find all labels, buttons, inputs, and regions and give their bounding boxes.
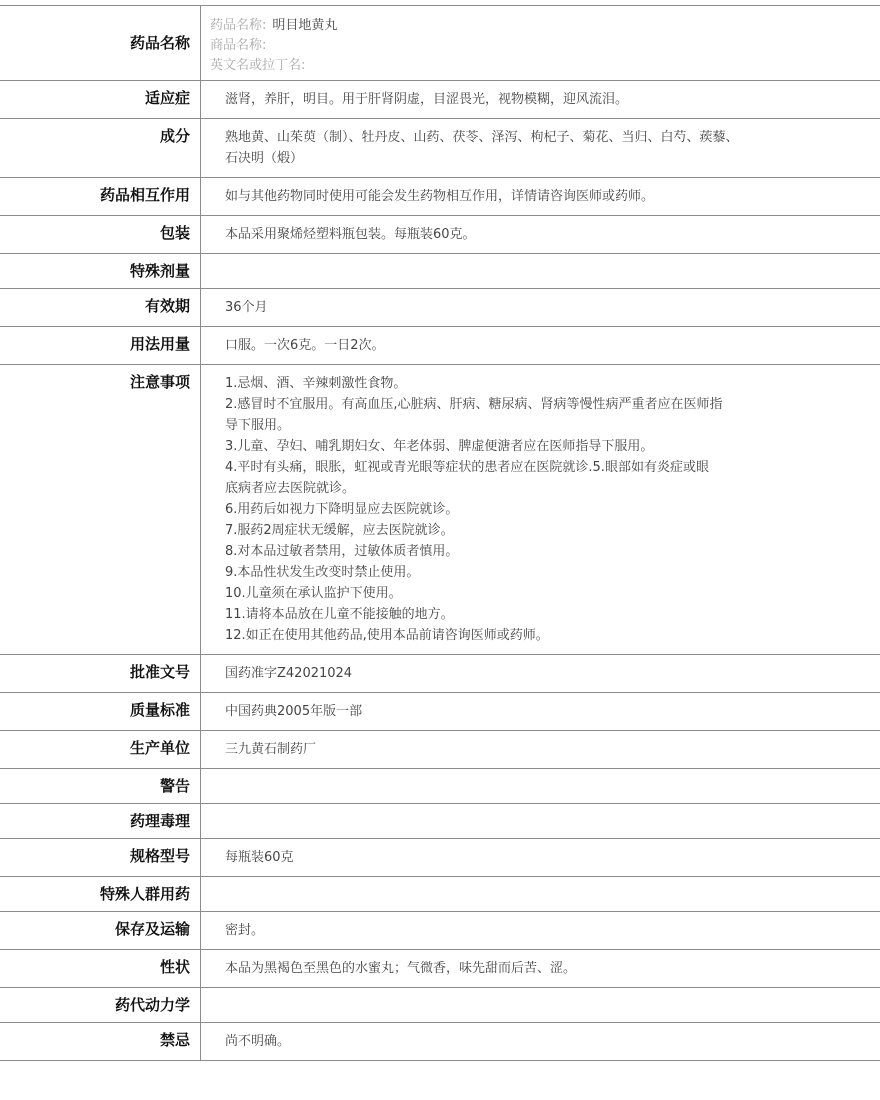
row-toxicology bbox=[0, 804, 880, 839]
manufacturer-label: 生产单位 bbox=[0, 731, 201, 769]
special-dose-value bbox=[201, 254, 880, 289]
appearance-value bbox=[201, 950, 880, 988]
value-line: 底病者应去医院就诊。 bbox=[225, 481, 356, 496]
special-population-value bbox=[201, 877, 880, 912]
contraindications-label: 禁忌 bbox=[0, 1023, 201, 1061]
value-line: 如与其他药物同时使用可能会发生药物相互作用，详情请咨询医师或药师。 bbox=[225, 189, 655, 204]
value-line: 12.如正在使用其他药品,使用本品前请咨询医师或药师。 bbox=[225, 628, 549, 643]
appearance-label: 性状 bbox=[0, 950, 201, 988]
spec-label: 规格型号 bbox=[0, 839, 201, 877]
usage-value bbox=[201, 327, 880, 365]
value-line: 三九黄石制药厂 bbox=[225, 742, 317, 757]
toxicology-label: 药理毒理 bbox=[0, 804, 201, 839]
english-name-key: 英文名或拉丁名: bbox=[210, 58, 306, 73]
value-line: 36个月 bbox=[225, 300, 268, 315]
value-line: 滋肾，养肝，明目。用于肝肾阴虚，目涩畏光，视物模糊，迎风流泪。 bbox=[225, 92, 629, 107]
interaction-label: 药品相互作用 bbox=[0, 178, 201, 216]
value-line: 导下服用。 bbox=[225, 418, 291, 433]
row-spec bbox=[0, 839, 880, 877]
row-special-population bbox=[0, 877, 880, 912]
row-package bbox=[0, 216, 880, 254]
special-population-label: 特殊人群用药 bbox=[0, 877, 201, 912]
row-warning bbox=[0, 769, 880, 804]
value-line: 4.平时有头痛，眼胀，虹视或青光眼等症状的患者应在医院就诊.5.眼部如有炎症或眼 bbox=[225, 460, 709, 475]
manufacturer-value bbox=[201, 731, 880, 769]
special-dose-label: 特殊剂量 bbox=[0, 254, 201, 289]
row-approval bbox=[0, 655, 880, 693]
english-name-line bbox=[210, 56, 870, 76]
value-line: 熟地黄、山茱萸（制）、牡丹皮、山药、茯苓、泽泻、枸杞子、菊花、当归、白芍、蒺藜、 bbox=[225, 130, 739, 145]
row-special-dose bbox=[0, 254, 880, 289]
trade-name-key: 商品名称: bbox=[210, 38, 267, 53]
indication-label: 适应症 bbox=[0, 81, 201, 119]
value-line: 本品为黑褐色至黑色的水蜜丸；气微香，味先甜而后苦、涩。 bbox=[225, 961, 577, 976]
row-storage bbox=[0, 912, 880, 950]
value-line: 尚不明确。 bbox=[225, 1034, 291, 1049]
package-value bbox=[201, 216, 880, 254]
drug-name-key: 药品名称: bbox=[210, 18, 267, 33]
row-drug-name bbox=[0, 6, 880, 81]
interaction-value bbox=[201, 178, 880, 216]
value-line: 3.儿童、孕妇、哺乳期妇女、年老体弱、脾虚便溏者应在医师指导下服用。 bbox=[225, 439, 654, 454]
drug-name-values bbox=[201, 6, 880, 81]
drug-info-table bbox=[0, 5, 880, 1061]
value-line: 1.忌烟、酒、辛辣刺激性食物。 bbox=[225, 376, 407, 391]
precautions-label: 注意事项 bbox=[0, 365, 201, 655]
row-pharmacokinetics bbox=[0, 988, 880, 1023]
value-line: 9.本品性状发生改变时禁止使用。 bbox=[225, 565, 420, 580]
storage-value bbox=[201, 912, 880, 950]
value-line: 8.对本品过敏者禁用，过敏体质者慎用。 bbox=[225, 544, 459, 559]
row-indication bbox=[0, 81, 880, 119]
validity-label: 有效期 bbox=[0, 289, 201, 327]
pharmacokinetics-label: 药代动力学 bbox=[0, 988, 201, 1023]
drug-name-value: 明目地黄丸 bbox=[272, 18, 338, 33]
warning-label: 警告 bbox=[0, 769, 201, 804]
value-line: 6.用药后如视力下降明显应去医院就诊。 bbox=[225, 502, 459, 517]
row-precautions bbox=[0, 365, 880, 655]
row-validity bbox=[0, 289, 880, 327]
value-line: 7.服药2周症状无缓解，应去医院就诊。 bbox=[225, 523, 454, 538]
row-interaction bbox=[0, 178, 880, 216]
value-line: 石决明（煅） bbox=[225, 151, 304, 166]
drug-name-label: 药品名称 bbox=[0, 6, 201, 81]
row-contraindications bbox=[0, 1023, 880, 1061]
ingredients-value bbox=[201, 119, 880, 178]
value-line: 本品采用聚烯烃塑料瓶包装。每瓶装60克。 bbox=[225, 227, 476, 242]
drug-name-line bbox=[210, 16, 870, 36]
value-line: 中国药典2005年版一部 bbox=[225, 704, 363, 719]
value-line: 国药准字Z42021024 bbox=[225, 666, 353, 681]
row-manufacturer bbox=[0, 731, 880, 769]
row-usage bbox=[0, 327, 880, 365]
usage-label: 用法用量 bbox=[0, 327, 201, 365]
ingredients-label: 成分 bbox=[0, 119, 201, 178]
value-line: 11.请将本品放在儿童不能接触的地方。 bbox=[225, 607, 454, 622]
standard-label: 质量标准 bbox=[0, 693, 201, 731]
row-standard bbox=[0, 693, 880, 731]
standard-value bbox=[201, 693, 880, 731]
indication-value bbox=[201, 81, 880, 119]
storage-label: 保存及运输 bbox=[0, 912, 201, 950]
row-ingredients bbox=[0, 119, 880, 178]
value-line: 2.感冒时不宜服用。有高血压,心脏病、肝病、糖尿病、肾病等慢性病严重者应在医师指 bbox=[225, 397, 723, 412]
validity-value bbox=[201, 289, 880, 327]
approval-label: 批准文号 bbox=[0, 655, 201, 693]
toxicology-value bbox=[201, 804, 880, 839]
contraindications-value bbox=[201, 1023, 880, 1061]
package-label: 包装 bbox=[0, 216, 201, 254]
trade-name-line bbox=[210, 36, 870, 56]
value-line: 口服。一次6克。一日2次。 bbox=[225, 338, 385, 353]
value-line: 每瓶装60克 bbox=[225, 850, 294, 865]
approval-value bbox=[201, 655, 880, 693]
row-appearance bbox=[0, 950, 880, 988]
spec-value bbox=[201, 839, 880, 877]
value-line: 密封。 bbox=[225, 923, 265, 938]
value-line: 10.儿童须在承认监护下使用。 bbox=[225, 586, 402, 601]
warning-value bbox=[201, 769, 880, 804]
pharmacokinetics-value bbox=[201, 988, 880, 1023]
precautions-value bbox=[201, 365, 880, 655]
